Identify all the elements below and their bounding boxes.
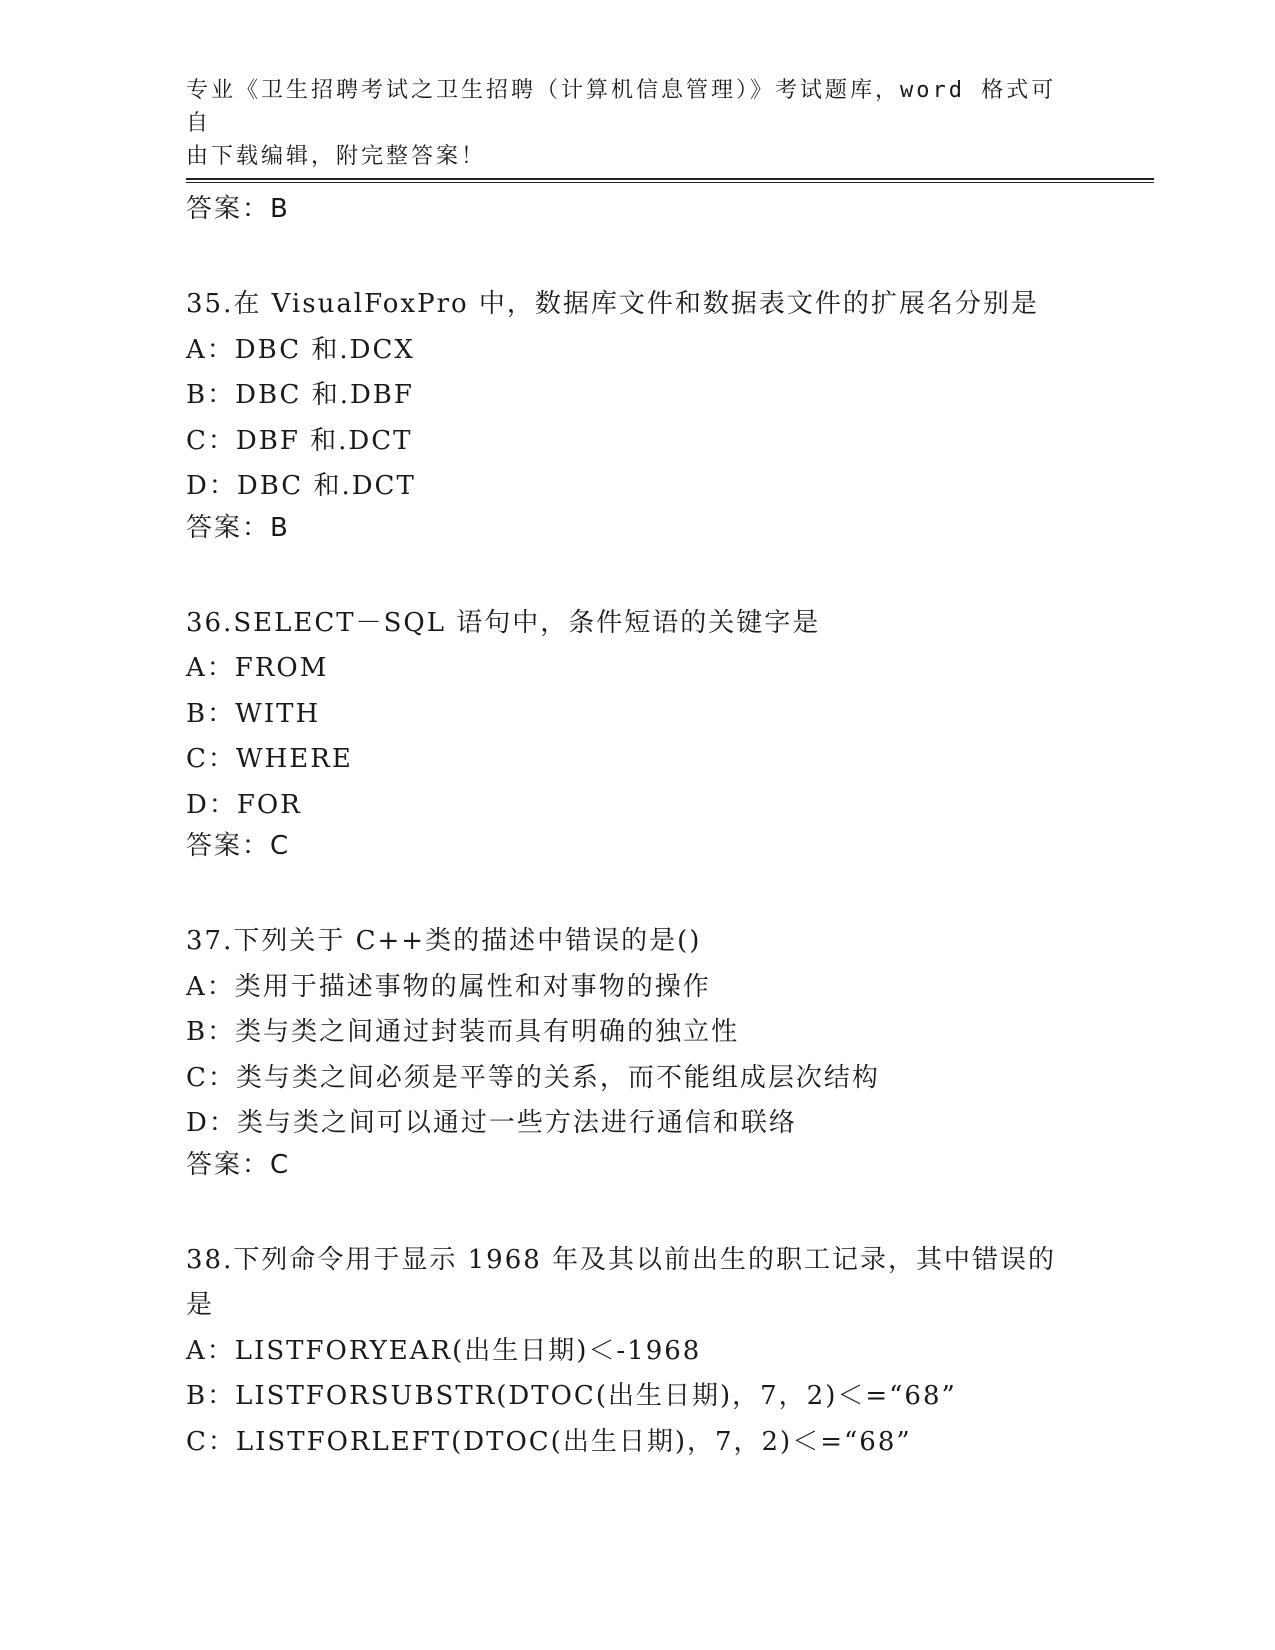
document-body	[186, 191, 1086, 1465]
header-rule-thin	[186, 182, 1154, 183]
answer-line: 答案：C	[186, 831, 291, 861]
option-d: D：类与类之间可以通过一些方法进行通信和联络	[186, 1108, 797, 1138]
header-line-2: 由下载编辑，附完整答案！	[186, 144, 487, 169]
option-c: C：WHERE	[186, 744, 353, 774]
header-line-1: 专业《卫生招聘考试之卫生招聘（计算机信息管理）》考试题库，word 格式可自	[186, 78, 1057, 136]
option-a: A：FROM	[186, 653, 329, 683]
question-stem-line-2: 是	[186, 1290, 215, 1320]
question-37	[186, 919, 1086, 1184]
question-stem: 35.在 VisualFoxPro 中，数据库文件和数据表文件的扩展名分别是	[186, 289, 1039, 319]
answer-line: 答案：B	[186, 194, 290, 224]
question-stem: 36.SELECT－SQL 语句中，条件短语的关键字是	[186, 607, 821, 638]
option-a: A：DBC 和.DCX	[186, 334, 415, 365]
option-c: C：DBF 和.DCT	[186, 425, 413, 456]
question-stem: 37.下列关于 C++类的描述中错误的是()	[186, 926, 702, 956]
option-a: A：类用于描述事物的属性和对事物的操作	[186, 971, 711, 1002]
option-c: C：LISTFORLEFT(DTOC(出生日期)，7，2)＜=“68”	[186, 1426, 912, 1457]
question-stem-line-1: 38.下列命令用于显示 1968 年及其以前出生的职工记录，其中错误的	[186, 1244, 1057, 1275]
question-38	[186, 1238, 1086, 1466]
document-header	[186, 74, 1066, 173]
option-a: A：LISTFORYEAR(出生日期)＜-1968	[186, 1335, 702, 1366]
answer-line: 答案：C	[186, 1149, 291, 1180]
option-b: B：LISTFORSUBSTR(DTOC(出生日期)，7，2)＜=“68”	[186, 1381, 957, 1411]
option-b: B：类与类之间通过封装而具有明确的独立性	[186, 1017, 740, 1047]
option-d: D：DBC 和.DCT	[186, 471, 416, 501]
option-b: B：WITH	[186, 698, 321, 729]
answer-line: 答案：B	[186, 512, 290, 543]
option-c: C：类与类之间必须是平等的关系，而不能组成层次结构	[186, 1062, 880, 1093]
question-35	[186, 282, 1086, 547]
question-36	[186, 601, 1086, 866]
option-d: D：FOR	[186, 789, 302, 820]
option-b: B：DBC 和.DBF	[186, 380, 414, 410]
header-rule-thick	[186, 178, 1154, 180]
